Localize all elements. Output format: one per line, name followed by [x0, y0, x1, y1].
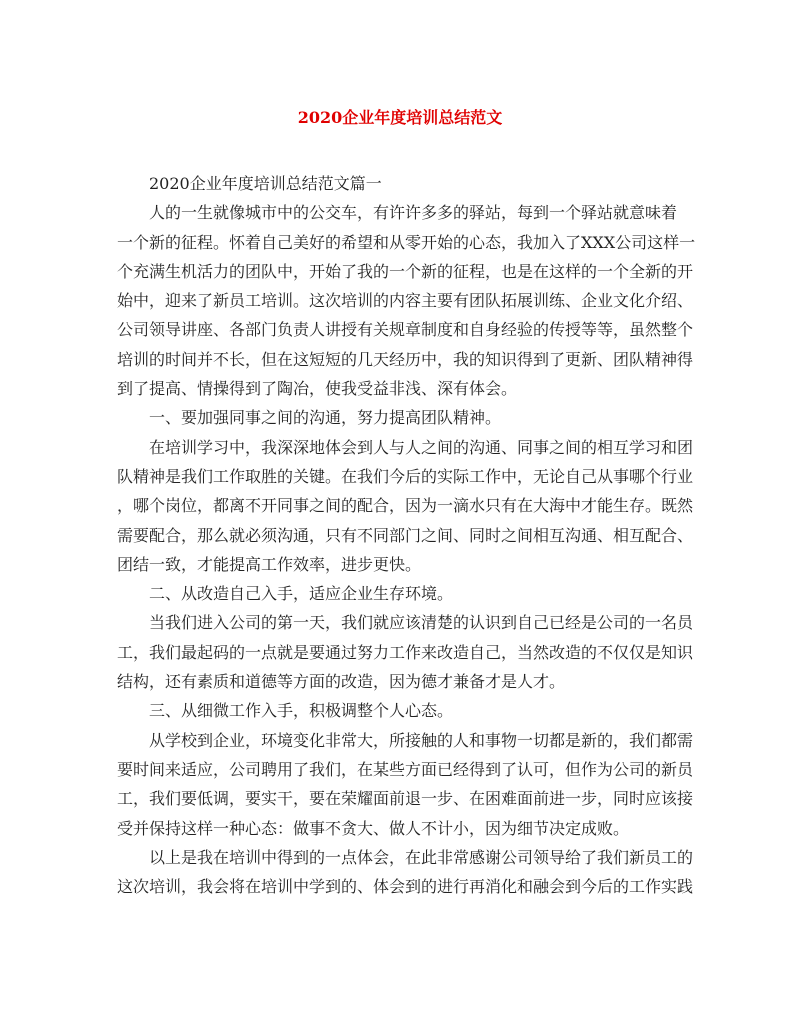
paragraph-line: 结构，还有素质和道德等方面的改造，因为德才兼备才是人才。 [117, 672, 566, 692]
paragraph-line: 受并保持这样一种心态：做事不贪大、做人不计小，因为细节决定成败。 [117, 818, 630, 838]
document-body [117, 169, 696, 901]
paragraph-intro [117, 198, 696, 403]
point-heading-text: 一、要加强同事之间的沟通，努力提高团队精神。 [149, 408, 502, 428]
paragraph-communication [117, 433, 694, 579]
paragraph-line: 要时间来适应，公司聘用了我们，在某些方面已经得到了认可，但作为公司的新员 [117, 759, 694, 779]
section-heading [117, 169, 685, 198]
paragraph-line: 公司领导讲座、各部门负责人讲授有关规章制度和自身经验的传授等等，虽然整个 [117, 320, 694, 340]
paragraph-line: ，哪个岗位，都离不开同事之间的配合，因为一滴水只有在大海中才能生存。既然 [117, 496, 694, 516]
point-heading-text: 三、从细微工作入手，积极调整个人心态。 [149, 701, 454, 721]
point-heading-text: 二、从改造自己入手，适应企业生存环境。 [149, 584, 454, 604]
paragraph-conclusion [117, 843, 694, 902]
paragraph-line: 团结一致，才能提高工作效率，进步更快。 [117, 554, 422, 574]
paragraph-line: 人的一生就像城市中的公交车，有许许多多的驿站，每到一个驿站就意味着 [149, 203, 678, 223]
section-heading-text: 2020企业年度培训总结范文篇一 [149, 174, 382, 193]
paragraph-line: 始中，迎来了新员工培训。这次培训的内容主要有团队拓展训练、企业文化介绍、 [117, 291, 694, 311]
point-heading-3 [117, 696, 685, 725]
paragraph-line: 在培训学习中，我深深地体会到人与人之间的沟通、同事之间的相互学习和团 [149, 437, 694, 457]
paragraph-line: 需要配合，那么就必须沟通，只有不同部门之间、同时之间相互沟通、相互配合、 [117, 525, 694, 545]
paragraph-line: 一个新的征程。怀着自己美好的希望和从零开始的心态，我加入了XXX公司这样一 [117, 232, 696, 252]
document-title: 2020企业年度培训总结范文 [297, 108, 503, 127]
paragraph-line: 到了提高、情操得到了陶冶，使我受益非浅、深有体会。 [117, 379, 518, 399]
paragraph-line: 以上是我在培训中得到的一点体会，在此非常感谢公司领导给了我们新员工的 [149, 847, 694, 867]
paragraph-line: 这次培训，我会将在培训中学到的、体会到的进行再消化和融会到今后的工作实践 [117, 877, 694, 897]
paragraph-self-improvement [117, 608, 694, 696]
paragraph-line: 队精神是我们工作取胜的关键。在我们今后的实际工作中，无论自己从事哪个行业 [117, 466, 694, 486]
paragraph-mindset [117, 726, 694, 843]
paragraph-line: 当我们进入公司的第一天，我们就应该清楚的认识到自己已经是公司的一名员 [149, 613, 694, 633]
point-heading-1 [117, 403, 685, 432]
paragraph-line: 培训的时间并不长，但在这短短的几天经历中，我的知识得到了更新、团队精神得 [117, 349, 694, 369]
paragraph-line: 工，我们要低调，要实干，要在荣耀面前退一步、在困难面前进一步，同时应该接 [117, 789, 694, 809]
point-heading-2 [117, 579, 685, 608]
paragraph-line: 个充满生机活力的团队中，开始了我的一个新的征程，也是在这样的一个全新的开 [117, 261, 694, 281]
paragraph-line: 从学校到企业，环境变化非常大，所接触的人和事物一切都是新的，我们都需 [149, 730, 694, 750]
paragraph-line: 工，我们最起码的一点就是要通过努力工作来改造自己，当然改造的不仅仅是知识 [117, 642, 694, 662]
